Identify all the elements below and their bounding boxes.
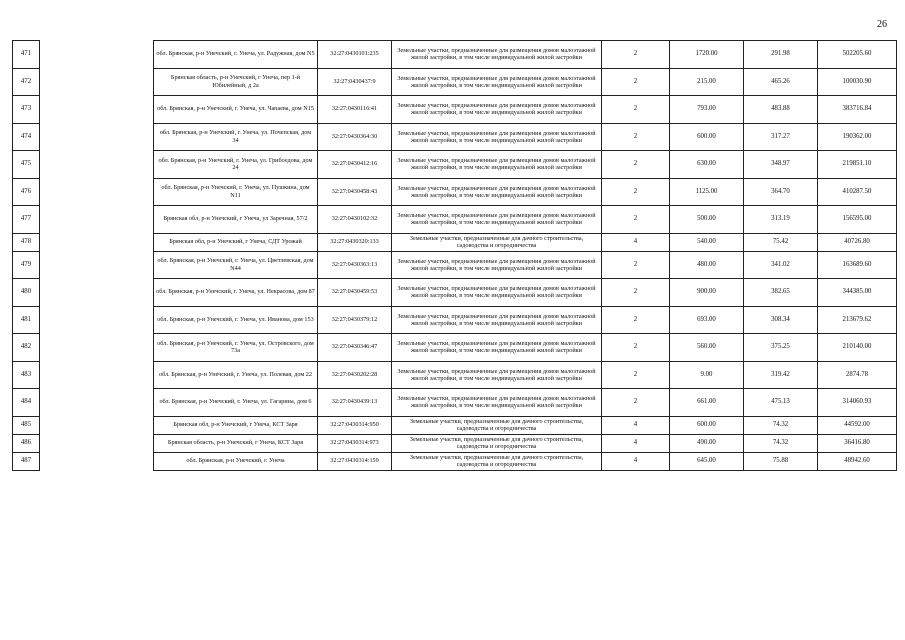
land-use-purpose-cell: Земельные участки, предназначенные для размещения домов малоэтажной жилой застройки, в том числе индивидуальной жилой застройки — [392, 68, 602, 96]
spacer-cell — [40, 334, 154, 362]
cadastral-value-cell: 44592.00 — [818, 416, 897, 434]
specific-value-cell: 465.26 — [744, 68, 818, 96]
cadastral-value-cell: 190362.00 — [818, 123, 897, 151]
area-cell: 560.00 — [670, 334, 744, 362]
group-cell: 2 — [602, 306, 670, 334]
cadastral-value-cell: 156595.00 — [818, 206, 897, 234]
cadastral-value-cell: 410287.50 — [818, 178, 897, 206]
table-row — [13, 416, 897, 434]
row-number-cell: 477 — [13, 206, 40, 234]
table-row — [13, 151, 897, 179]
specific-value-cell: 313.19 — [744, 206, 818, 234]
cadastral-value-cell: 314060.93 — [818, 389, 897, 417]
table-row — [13, 452, 897, 470]
land-use-purpose-cell: Земельные участки, предназначенные для дачного строительства, садоводства и огородничества — [392, 233, 602, 251]
area-cell: 693.00 — [670, 306, 744, 334]
table-row — [13, 389, 897, 417]
table-row — [13, 233, 897, 251]
address-cell: обл. Брянская, р-н Унечский, г. Унеча, ул. Чапаева, дом N15 — [154, 96, 318, 124]
spacer-cell — [40, 151, 154, 179]
cadastral-number-cell: 32:27:0430116:41 — [318, 96, 392, 124]
table-row — [13, 178, 897, 206]
area-cell: 215.00 — [670, 68, 744, 96]
page-number: 26 — [877, 19, 887, 30]
cadastral-value-cell: 2874.78 — [818, 361, 897, 389]
land-use-purpose-cell: Земельные участки, предназначенные для размещения домов малоэтажной жилой застройки, в том числе индивидуальной жилой застройки — [392, 389, 602, 417]
group-cell: 2 — [602, 96, 670, 124]
table-row — [13, 334, 897, 362]
row-number-cell: 471 — [13, 41, 40, 69]
land-use-purpose-cell: Земельные участки, предназначенные для дачного строительства, садоводства и огородничества — [392, 452, 602, 470]
cadastral-value-cell: 48942.60 — [818, 452, 897, 470]
spacer-cell — [40, 389, 154, 417]
cadastral-number-cell: 32:27:0430412:16 — [318, 151, 392, 179]
table-row — [13, 96, 897, 124]
table-row — [13, 251, 897, 279]
specific-value-cell: 375.25 — [744, 334, 818, 362]
cadastral-number-cell: 32:27:0430320:133 — [318, 233, 392, 251]
spacer-cell — [40, 434, 154, 452]
area-cell: 490.00 — [670, 434, 744, 452]
cadastral-number-cell: 32:27:0430314:973 — [318, 434, 392, 452]
spacer-cell — [40, 306, 154, 334]
address-cell: обл. Брянская, р-н Унечский, г. Унеча, ул. Гагарина, дом 6 — [154, 389, 318, 417]
address-cell: обл. Брянская, р-н Унечский, г. Унеча, ул. Радужная, дом N5 — [154, 41, 318, 69]
land-use-purpose-cell: Земельные участки, предназначенные для размещения домов малоэтажной жилой застройки, в том числе индивидуальной жилой застройки — [392, 206, 602, 234]
specific-value-cell: 75.42 — [744, 233, 818, 251]
land-use-purpose-cell: Земельные участки, предназначенные для дачного строительства, садоводства и огородничества — [392, 416, 602, 434]
group-cell: 2 — [602, 279, 670, 307]
row-number-cell: 478 — [13, 233, 40, 251]
specific-value-cell: 75.88 — [744, 452, 818, 470]
cadastral-value-cell: 502205.60 — [818, 41, 897, 69]
land-use-purpose-cell: Земельные участки, предназначенные для размещения домов малоэтажной жилой застройки, в том числе индивидуальной жилой застройки — [392, 41, 602, 69]
spacer-cell — [40, 123, 154, 151]
cadastral-number-cell: 32:27:0430314:950 — [318, 416, 392, 434]
cadastral-number-cell: 32:27:0430459:53 — [318, 279, 392, 307]
address-cell: обл. Брянская, р-н Унечский, г. Унеча, ул. Пушкина, дом N11 — [154, 178, 318, 206]
row-number-cell: 473 — [13, 96, 40, 124]
group-cell: 4 — [602, 233, 670, 251]
cadastral-number-cell: 32:27:0430102:32 — [318, 206, 392, 234]
land-use-purpose-cell: Земельные участки, предназначенные для размещения домов малоэтажной жилой застройки, в том числе индивидуальной жилой застройки — [392, 361, 602, 389]
specific-value-cell: 319.42 — [744, 361, 818, 389]
area-cell: 540.00 — [670, 233, 744, 251]
area-cell: 900.00 — [670, 279, 744, 307]
row-number-cell: 482 — [13, 334, 40, 362]
spacer-cell — [40, 206, 154, 234]
group-cell: 2 — [602, 251, 670, 279]
row-number-cell: 476 — [13, 178, 40, 206]
address-cell: обл. Брянская, р-н Унечский, г. Унеча, ул. Иванова, дом 153 — [154, 306, 318, 334]
group-cell: 2 — [602, 68, 670, 96]
table-row — [13, 206, 897, 234]
cadastral-number-cell: 32:27:0430458:43 — [318, 178, 392, 206]
group-cell: 4 — [602, 416, 670, 434]
cadastral-number-cell: 32:27:0430379:12 — [318, 306, 392, 334]
address-cell: обл. Брянская, р-н Унечский, г. Унеча, ул. Цветлевская, дом N44 — [154, 251, 318, 279]
address-cell: обл. Брянская, р-н Унечский, г. Унеча, ул. Грибоедова, дом 24 — [154, 151, 318, 179]
specific-value-cell: 341.02 — [744, 251, 818, 279]
cadastral-value-cell: 40726.80 — [818, 233, 897, 251]
cadastral-number-cell: 32:27:0430101:235 — [318, 41, 392, 69]
cadastral-value-cell: 344385.00 — [818, 279, 897, 307]
row-number-cell: 484 — [13, 389, 40, 417]
cadastral-number-cell: 32:27:0430439:13 — [318, 389, 392, 417]
land-use-purpose-cell: Земельные участки, предназначенные для размещения домов малоэтажной жилой застройки, в том числе индивидуальной жилой застройки — [392, 334, 602, 362]
land-use-purpose-cell: Земельные участки, предназначенные для размещения домов малоэтажной жилой застройки, в том числе индивидуальной жилой застройки — [392, 123, 602, 151]
land-use-purpose-cell: Земельные участки, предназначенные для размещения домов малоэтажной жилой застройки, в том числе индивидуальной жилой застройки — [392, 178, 602, 206]
spacer-cell — [40, 416, 154, 434]
spacer-cell — [40, 279, 154, 307]
address-cell: обл. Брянская, р-н Унечский, г. Унеча — [154, 452, 318, 470]
cadastral-value-cell: 163689.60 — [818, 251, 897, 279]
specific-value-cell: 291.98 — [744, 41, 818, 69]
land-plots-table — [12, 40, 897, 471]
table-row — [13, 68, 897, 96]
group-cell: 2 — [602, 361, 670, 389]
cadastral-value-cell: 36416.80 — [818, 434, 897, 452]
group-cell: 4 — [602, 452, 670, 470]
row-number-cell: 475 — [13, 151, 40, 179]
spacer-cell — [40, 251, 154, 279]
spacer-cell — [40, 452, 154, 470]
address-cell: обл. Брянская, р-н Унечский, г. Унеча, ул. Полевая, дом 22 — [154, 361, 318, 389]
address-cell: обл. Брянская, р-н Унечский, г. Унеча, ул. Некрасова, дом 87 — [154, 279, 318, 307]
land-use-purpose-cell: Земельные участки, предназначенные для размещения домов малоэтажной жилой застройки, в том числе индивидуальной жилой застройки — [392, 279, 602, 307]
cadastral-number-cell: 32:27:0430437:9 — [318, 68, 392, 96]
address-cell: Брянская область, р-н Унечский, г Унеча, КСТ Заря — [154, 434, 318, 452]
cadastral-number-cell: 32:27:0430202:28 — [318, 361, 392, 389]
spacer-cell — [40, 361, 154, 389]
table-row — [13, 123, 897, 151]
group-cell: 2 — [602, 334, 670, 362]
cadastral-number-cell: 32:27:0430346:47 — [318, 334, 392, 362]
row-number-cell: 479 — [13, 251, 40, 279]
cadastral-value-cell: 219851.10 — [818, 151, 897, 179]
spacer-cell — [40, 233, 154, 251]
area-cell: 500.00 — [670, 206, 744, 234]
area-cell: 480.00 — [670, 251, 744, 279]
area-cell: 9.00 — [670, 361, 744, 389]
area-cell: 1125.00 — [670, 178, 744, 206]
group-cell: 4 — [602, 434, 670, 452]
cadastral-value-cell: 100030.90 — [818, 68, 897, 96]
table-row — [13, 361, 897, 389]
land-use-purpose-cell: Земельные участки, предназначенные для дачного строительства, садоводства и огородничества — [392, 434, 602, 452]
spacer-cell — [40, 41, 154, 69]
cadastral-number-cell: 32:27:0430314:159 — [318, 452, 392, 470]
row-number-cell: 481 — [13, 306, 40, 334]
spacer-cell — [40, 96, 154, 124]
land-use-purpose-cell: Земельные участки, предназначенные для размещения домов малоэтажной жилой застройки, в том числе индивидуальной жилой застройки — [392, 96, 602, 124]
area-cell: 661.00 — [670, 389, 744, 417]
land-use-purpose-cell: Земельные участки, предназначенные для размещения домов малоэтажной жилой застройки, в том числе индивидуальной жилой застройки — [392, 306, 602, 334]
specific-value-cell: 74.32 — [744, 416, 818, 434]
area-cell: 630.00 — [670, 151, 744, 179]
cadastral-value-cell: 213679.62 — [818, 306, 897, 334]
area-cell: 600.00 — [670, 123, 744, 151]
group-cell: 2 — [602, 389, 670, 417]
area-cell: 793.00 — [670, 96, 744, 124]
specific-value-cell: 348.97 — [744, 151, 818, 179]
group-cell: 2 — [602, 206, 670, 234]
row-number-cell: 485 — [13, 416, 40, 434]
address-cell: обл. Брянская, р-н Унечский, г. Унеча, ул. Островского, дом 73а — [154, 334, 318, 362]
cadastral-number-cell: 32:27:0430363:13 — [318, 251, 392, 279]
table-row — [13, 279, 897, 307]
cadastral-value-cell: 383716.84 — [818, 96, 897, 124]
specific-value-cell: 475.13 — [744, 389, 818, 417]
cadastral-value-cell: 210140.00 — [818, 334, 897, 362]
land-use-purpose-cell: Земельные участки, предназначенные для размещения домов малоэтажной жилой застройки, в том числе индивидуальной жилой застройки — [392, 151, 602, 179]
specific-value-cell: 483.88 — [744, 96, 818, 124]
row-number-cell: 486 — [13, 434, 40, 452]
group-cell: 2 — [602, 178, 670, 206]
table-row — [13, 41, 897, 69]
table-row — [13, 434, 897, 452]
group-cell: 2 — [602, 41, 670, 69]
row-number-cell: 480 — [13, 279, 40, 307]
specific-value-cell: 364.70 — [744, 178, 818, 206]
specific-value-cell: 382.65 — [744, 279, 818, 307]
cadastral-number-cell: 32:27:0430364:30 — [318, 123, 392, 151]
group-cell: 2 — [602, 123, 670, 151]
row-number-cell: 483 — [13, 361, 40, 389]
table-body — [13, 41, 897, 471]
area-cell: 1720.00 — [670, 41, 744, 69]
row-number-cell: 472 — [13, 68, 40, 96]
address-cell: Брянская обл, р-н Унечский, г Унеча, СДТ Урожай — [154, 233, 318, 251]
specific-value-cell: 74.32 — [744, 434, 818, 452]
table-row — [13, 306, 897, 334]
address-cell: Брянская обл, р-н Унечский, г Унеча, КСТ Заря — [154, 416, 318, 434]
spacer-cell — [40, 178, 154, 206]
specific-value-cell: 308.34 — [744, 306, 818, 334]
group-cell: 2 — [602, 151, 670, 179]
address-cell: обл. Брянская, р-н Унечский, г. Унеча, ул. Почепская, дом 34 — [154, 123, 318, 151]
row-number-cell: 474 — [13, 123, 40, 151]
specific-value-cell: 317.27 — [744, 123, 818, 151]
land-use-purpose-cell: Земельные участки, предназначенные для размещения домов малоэтажной жилой застройки, в том числе индивидуальной жилой застройки — [392, 251, 602, 279]
address-cell: Брянская область, р-н Унечский, г Унеча, пер 1-й Юбилейный, д 2а — [154, 68, 318, 96]
spacer-cell — [40, 68, 154, 96]
area-cell: 600.00 — [670, 416, 744, 434]
area-cell: 645.00 — [670, 452, 744, 470]
row-number-cell: 487 — [13, 452, 40, 470]
address-cell: Брянская обл, р-н Унечский, г Унеча, ул Заречная, 57/2 — [154, 206, 318, 234]
